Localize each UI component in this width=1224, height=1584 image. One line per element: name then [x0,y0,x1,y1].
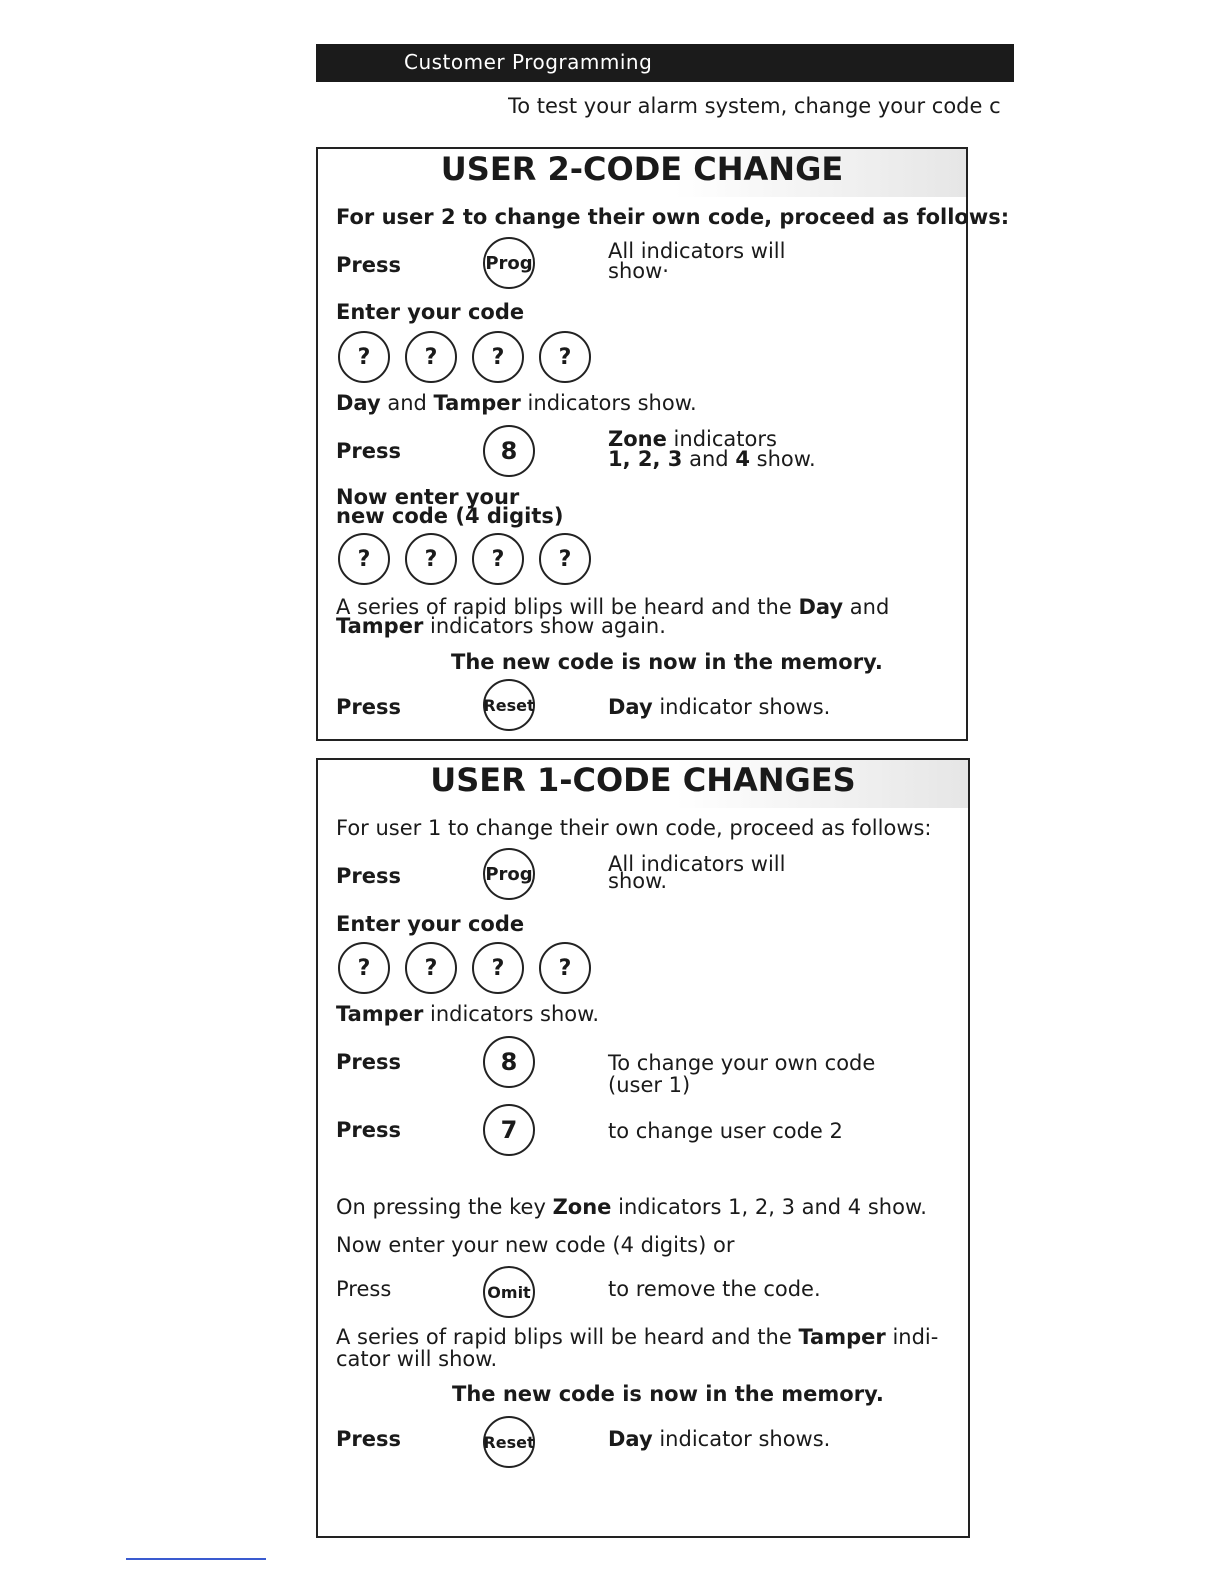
user2-title: USER 2-CODE CHANGE [318,149,966,197]
user1-tamper-line [336,1004,599,1024]
and-word: and [849,595,890,619]
user2-key-8[interactable]: 8 [483,425,535,477]
user1-code-key[interactable]: ? [405,942,457,994]
indicators-show: indicators show. [430,1002,600,1026]
user2-intro: For user 2 to change their own code, proceed as follows: [336,205,1010,229]
user2-new-code-key[interactable]: ? [539,533,591,585]
zone-show: show. [756,447,816,471]
user1-key-7[interactable]: 7 [483,1104,535,1156]
tamper-word: Tamper [798,1325,886,1349]
user2-now-enter-1: Now enter your [336,485,520,509]
user2-reset-result [608,697,830,717]
user1-title: USER 1-CODE CHANGES [318,760,968,808]
indicator-shows: indicator shows. [659,1427,831,1451]
user2-press-label: Press [336,695,401,719]
user1-now-enter: Now enter your new code (4 digits) or [336,1233,735,1257]
user2-code-key[interactable]: ? [338,331,390,383]
tamper-word: Tamper [336,1002,424,1026]
user2-reset-key[interactable]: Reset [483,679,535,731]
user2-now-enter-2: new code (4 digits) [336,504,564,528]
user1-code-key[interactable]: ? [539,942,591,994]
user1-memory-note: The new code is now in the memory. [452,1382,884,1406]
user1-press-label: Press [336,1277,392,1301]
footer-divider [126,1558,266,1560]
user1-on-press-line [336,1197,927,1217]
on-press-text: On pressing the key [336,1195,546,1219]
user1-intro: For user 1 to change their own code, proceed as follows: [336,816,932,840]
zone-word: Zone [552,1195,612,1219]
user1-blips-line-2: cator will show. [336,1347,498,1371]
day-word: Day [798,595,844,619]
indi-text: indi- [892,1325,939,1349]
user1-panel [316,758,970,1538]
day-word: Day [336,391,381,415]
user2-code-key[interactable]: ? [405,331,457,383]
and-word: and [689,447,729,471]
user2-prog-result-2: show· [608,259,669,283]
user1-prog-result-2: show. [608,869,668,893]
user2-zone-line-1 [608,429,777,449]
tamper-word: Tamper [433,391,521,415]
blips-text: A series of rapid blips will be heard and the [336,595,792,619]
user2-new-code-key[interactable]: ? [472,533,524,585]
header-bar [316,44,1014,82]
user1-press-label: Press [336,1118,401,1142]
zone-indicators-show: indicators 1, 2, 3 and 4 show. [618,1195,927,1219]
user1-code-key[interactable]: ? [472,942,524,994]
user2-day-tamper-line [336,393,697,413]
user2-blips-line-2 [336,616,666,636]
user2-memory-note: The new code is now in the memory. [451,650,883,674]
user2-new-code-key[interactable]: ? [338,533,390,585]
user1-key8-result-1: To change your own code [608,1051,876,1075]
user2-zone-line-2 [608,449,816,469]
user1-prog-key[interactable]: Prog [483,848,535,900]
user1-blips-line-1 [336,1327,938,1347]
user2-press-label: Press [336,253,401,277]
zone-word: Zone [608,427,667,451]
indicators-show-again: indicators show again. [430,614,666,638]
user2-new-code-key[interactable]: ? [405,533,457,585]
user1-key7-result: to change user code 2 [608,1119,843,1143]
user2-prog-result-1: All indicators will [608,239,786,263]
blips-text: A series of rapid blips will be heard and the [336,1325,792,1349]
user2-code-key[interactable]: ? [472,331,524,383]
user1-press-label: Press [336,1050,401,1074]
user2-press-label: Press [336,439,401,463]
user1-enter-code: Enter your code [336,912,525,936]
user2-prog-key[interactable]: Prog [483,237,535,289]
zone-four: 4 [735,447,750,471]
user1-omit-result: to remove the code. [608,1277,821,1301]
day-word: Day [608,1427,653,1451]
zone-nums: 1, 2, 3 [608,447,683,471]
and-word: and [387,391,427,415]
tamper-word: Tamper [336,614,424,638]
user1-code-key[interactable]: ? [338,942,390,994]
user1-reset-result [608,1429,830,1449]
user1-reset-key[interactable]: Reset [483,1416,535,1468]
indicators-show: indicators show. [527,391,697,415]
user1-press-label: Press [336,864,401,888]
user2-enter-code: Enter your code [336,300,525,324]
header-title: Customer Programming [404,50,653,74]
zone-indicators: indicators [673,427,777,451]
user1-prog-result-1: All indicators will [608,852,786,876]
user2-panel [316,147,1010,741]
user1-key-8[interactable]: 8 [483,1036,535,1088]
day-word: Day [608,695,653,719]
indicator-shows: indicator shows. [659,695,831,719]
user1-key8-result-2: (user 1) [608,1073,691,1097]
user1-omit-key[interactable]: Omit [483,1266,535,1318]
intro-text: To test your alarm system, change your code c [508,94,1001,118]
user2-code-key[interactable]: ? [539,331,591,383]
user1-press-label: Press [336,1427,401,1451]
